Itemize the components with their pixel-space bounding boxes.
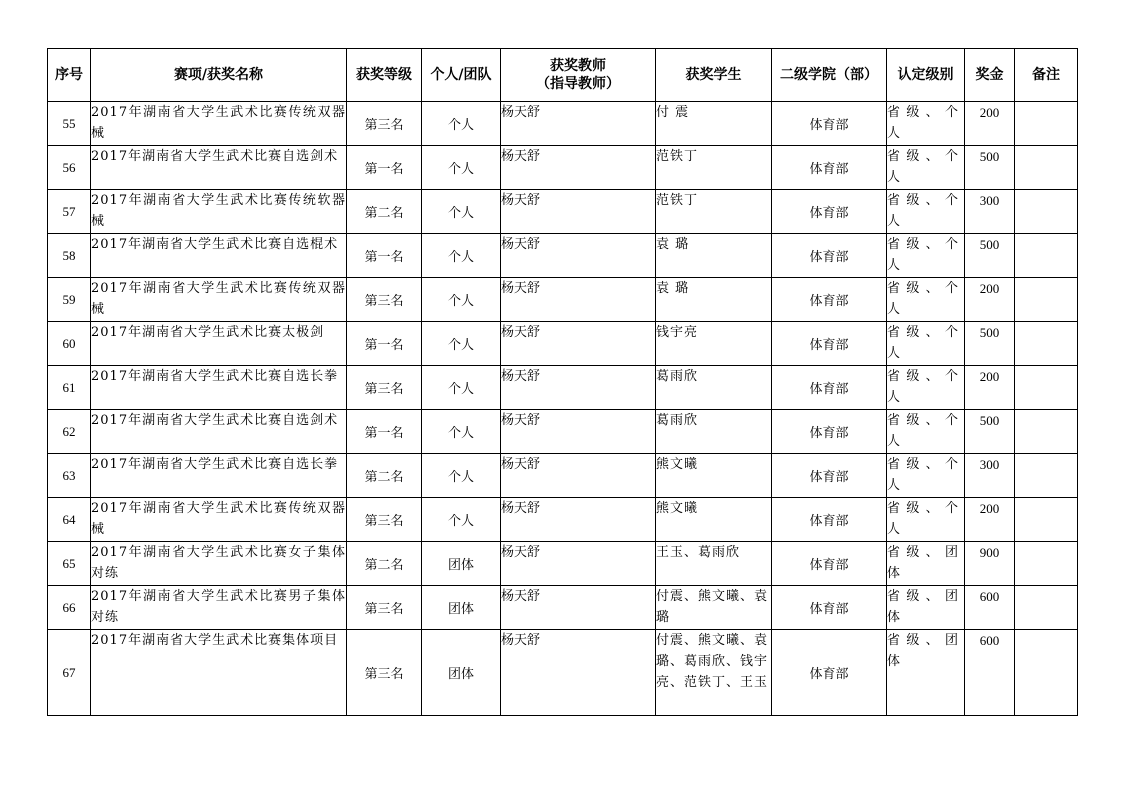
cell-college: 体育部 xyxy=(772,630,887,716)
cell-award-grade: 第二名 xyxy=(347,454,422,498)
table-row xyxy=(48,542,1078,586)
cell-bonus: 600 xyxy=(965,630,1015,716)
cell-bonus: 900 xyxy=(965,542,1015,586)
cell-no: 59 xyxy=(48,278,91,322)
cell-award-name: 2017年湖南省大学生武术比赛太极剑 xyxy=(91,322,347,366)
cell-no: 63 xyxy=(48,454,91,498)
table-row xyxy=(48,498,1078,542)
cell-award-type: 个人 xyxy=(422,278,501,322)
cell-award-type: 团体 xyxy=(422,630,501,716)
cell-college: 体育部 xyxy=(772,322,887,366)
cell-bonus: 300 xyxy=(965,454,1015,498)
cell-note xyxy=(1015,146,1078,190)
cell-college: 体育部 xyxy=(772,190,887,234)
cell-note xyxy=(1015,366,1078,410)
cell-college: 体育部 xyxy=(772,410,887,454)
cell-award-type: 个人 xyxy=(422,366,501,410)
cell-college: 体育部 xyxy=(772,498,887,542)
cell-teacher: 杨天舒 xyxy=(501,542,656,586)
cell-level: 省级、个人 xyxy=(887,190,965,234)
cell-teacher: 杨天舒 xyxy=(501,102,656,146)
table-row xyxy=(48,322,1078,366)
cell-teacher: 杨天舒 xyxy=(501,322,656,366)
cell-award-name: 2017年湖南省大学生武术比赛男子集体对练 xyxy=(91,586,347,630)
cell-level: 省级、个人 xyxy=(887,454,965,498)
cell-college: 体育部 xyxy=(772,542,887,586)
cell-teacher: 杨天舒 xyxy=(501,454,656,498)
header-type: 个人/团队 xyxy=(422,49,501,102)
cell-no: 58 xyxy=(48,234,91,278)
cell-level: 省级、团体 xyxy=(887,542,965,586)
cell-level: 省级、团体 xyxy=(887,630,965,716)
header-note: 备注 xyxy=(1015,49,1078,102)
cell-student: 付 震 xyxy=(656,102,772,146)
table-header xyxy=(48,49,1078,102)
cell-award-type: 个人 xyxy=(422,102,501,146)
cell-level: 省级、个人 xyxy=(887,146,965,190)
table-row xyxy=(48,278,1078,322)
cell-student: 熊文曦 xyxy=(656,498,772,542)
cell-level: 省级、个人 xyxy=(887,234,965,278)
cell-bonus: 300 xyxy=(965,190,1015,234)
cell-no: 56 xyxy=(48,146,91,190)
cell-bonus: 500 xyxy=(965,410,1015,454)
cell-award-name: 2017年湖南省大学生武术比赛自选棍术 xyxy=(91,234,347,278)
cell-award-grade: 第三名 xyxy=(347,278,422,322)
cell-bonus: 500 xyxy=(965,146,1015,190)
cell-bonus: 200 xyxy=(965,498,1015,542)
cell-award-name: 2017年湖南省大学生武术比赛传统双器械 xyxy=(91,498,347,542)
cell-level: 省级、个人 xyxy=(887,366,965,410)
cell-level: 省级、个人 xyxy=(887,498,965,542)
cell-bonus: 200 xyxy=(965,366,1015,410)
cell-award-name: 2017年湖南省大学生武术比赛自选长拳 xyxy=(91,366,347,410)
cell-teacher: 杨天舒 xyxy=(501,190,656,234)
cell-award-grade: 第一名 xyxy=(347,234,422,278)
table-row xyxy=(48,146,1078,190)
cell-student: 范铁丁 xyxy=(656,190,772,234)
header-row xyxy=(48,49,1078,102)
cell-bonus: 200 xyxy=(965,278,1015,322)
cell-college: 体育部 xyxy=(772,102,887,146)
cell-level: 省级、个人 xyxy=(887,322,965,366)
cell-bonus: 600 xyxy=(965,586,1015,630)
cell-level: 省级、团体 xyxy=(887,586,965,630)
cell-bonus: 500 xyxy=(965,322,1015,366)
cell-note xyxy=(1015,630,1078,716)
cell-level: 省级、个人 xyxy=(887,278,965,322)
cell-award-name: 2017年湖南省大学生武术比赛传统双器械 xyxy=(91,278,347,322)
table-body xyxy=(48,102,1078,716)
cell-note xyxy=(1015,498,1078,542)
cell-student: 付震、熊文曦、袁璐 xyxy=(656,586,772,630)
awards-table xyxy=(47,48,1078,716)
cell-award-grade: 第一名 xyxy=(347,322,422,366)
cell-award-type: 团体 xyxy=(422,542,501,586)
cell-teacher: 杨天舒 xyxy=(501,234,656,278)
cell-award-type: 个人 xyxy=(422,498,501,542)
table-row xyxy=(48,234,1078,278)
table-row xyxy=(48,410,1078,454)
cell-award-type: 个人 xyxy=(422,454,501,498)
header-name: 赛项/获奖名称 xyxy=(91,49,347,102)
cell-student: 袁 璐 xyxy=(656,234,772,278)
table-row xyxy=(48,190,1078,234)
cell-award-grade: 第三名 xyxy=(347,102,422,146)
cell-note xyxy=(1015,454,1078,498)
cell-no: 61 xyxy=(48,366,91,410)
cell-award-type: 个人 xyxy=(422,234,501,278)
cell-student: 付震、熊文曦、袁璐、葛雨欣、钱宇亮、范铁丁、王玉 xyxy=(656,630,772,716)
cell-teacher: 杨天舒 xyxy=(501,278,656,322)
cell-college: 体育部 xyxy=(772,234,887,278)
cell-award-grade: 第二名 xyxy=(347,542,422,586)
cell-no: 62 xyxy=(48,410,91,454)
header-bonus: 奖金 xyxy=(965,49,1015,102)
header-teacher xyxy=(501,49,656,102)
cell-award-name: 2017年湖南省大学生武术比赛女子集体对练 xyxy=(91,542,347,586)
cell-student: 范铁丁 xyxy=(656,146,772,190)
header-no: 序号 xyxy=(48,49,91,102)
cell-college: 体育部 xyxy=(772,586,887,630)
cell-award-grade: 第二名 xyxy=(347,190,422,234)
header-teacher-line1: 获奖教师 xyxy=(550,58,606,74)
cell-award-name: 2017年湖南省大学生武术比赛传统软器械 xyxy=(91,190,347,234)
cell-student: 钱宇亮 xyxy=(656,322,772,366)
cell-award-grade: 第三名 xyxy=(347,586,422,630)
header-teacher-line2: （指导教师） xyxy=(536,76,620,92)
cell-award-name: 2017年湖南省大学生武术比赛自选剑术 xyxy=(91,146,347,190)
cell-teacher: 杨天舒 xyxy=(501,630,656,716)
cell-college: 体育部 xyxy=(772,146,887,190)
cell-student: 葛雨欣 xyxy=(656,410,772,454)
cell-teacher: 杨天舒 xyxy=(501,586,656,630)
cell-no: 66 xyxy=(48,586,91,630)
cell-note xyxy=(1015,542,1078,586)
cell-teacher: 杨天舒 xyxy=(501,410,656,454)
header-student: 获奖学生 xyxy=(656,49,772,102)
cell-teacher: 杨天舒 xyxy=(501,146,656,190)
cell-award-type: 个人 xyxy=(422,410,501,454)
table-row xyxy=(48,454,1078,498)
cell-college: 体育部 xyxy=(772,366,887,410)
cell-award-grade: 第一名 xyxy=(347,410,422,454)
cell-award-grade: 第三名 xyxy=(347,366,422,410)
cell-no: 67 xyxy=(48,630,91,716)
header-level: 认定级别 xyxy=(887,49,965,102)
cell-bonus: 200 xyxy=(965,102,1015,146)
cell-no: 65 xyxy=(48,542,91,586)
table-row xyxy=(48,586,1078,630)
cell-bonus: 500 xyxy=(965,234,1015,278)
cell-note xyxy=(1015,586,1078,630)
cell-note xyxy=(1015,190,1078,234)
cell-no: 57 xyxy=(48,190,91,234)
cell-award-name: 2017年湖南省大学生武术比赛传统双器械 xyxy=(91,102,347,146)
cell-no: 60 xyxy=(48,322,91,366)
cell-award-grade: 第一名 xyxy=(347,146,422,190)
cell-award-name: 2017年湖南省大学生武术比赛自选剑术 xyxy=(91,410,347,454)
cell-note xyxy=(1015,278,1078,322)
cell-award-type: 个人 xyxy=(422,322,501,366)
cell-award-name: 2017年湖南省大学生武术比赛自选长拳 xyxy=(91,454,347,498)
cell-award-type: 团体 xyxy=(422,586,501,630)
cell-student: 葛雨欣 xyxy=(656,366,772,410)
cell-no: 64 xyxy=(48,498,91,542)
table-row xyxy=(48,630,1078,716)
cell-award-type: 个人 xyxy=(422,190,501,234)
cell-note xyxy=(1015,234,1078,278)
cell-note xyxy=(1015,322,1078,366)
cell-award-type: 个人 xyxy=(422,146,501,190)
cell-teacher: 杨天舒 xyxy=(501,366,656,410)
cell-note xyxy=(1015,410,1078,454)
cell-student: 王玉、葛雨欣 xyxy=(656,542,772,586)
cell-level: 省级、个人 xyxy=(887,410,965,454)
cell-note xyxy=(1015,102,1078,146)
table-row xyxy=(48,366,1078,410)
cell-student: 熊文曦 xyxy=(656,454,772,498)
cell-teacher: 杨天舒 xyxy=(501,498,656,542)
cell-award-grade: 第三名 xyxy=(347,498,422,542)
cell-college: 体育部 xyxy=(772,454,887,498)
cell-no: 55 xyxy=(48,102,91,146)
cell-award-name: 2017年湖南省大学生武术比赛集体项目 xyxy=(91,630,347,716)
cell-award-grade: 第三名 xyxy=(347,630,422,716)
cell-student: 袁 璐 xyxy=(656,278,772,322)
cell-college: 体育部 xyxy=(772,278,887,322)
cell-level: 省级、个人 xyxy=(887,102,965,146)
header-grade: 获奖等级 xyxy=(347,49,422,102)
table-row xyxy=(48,102,1078,146)
header-college: 二级学院（部） xyxy=(772,49,887,102)
